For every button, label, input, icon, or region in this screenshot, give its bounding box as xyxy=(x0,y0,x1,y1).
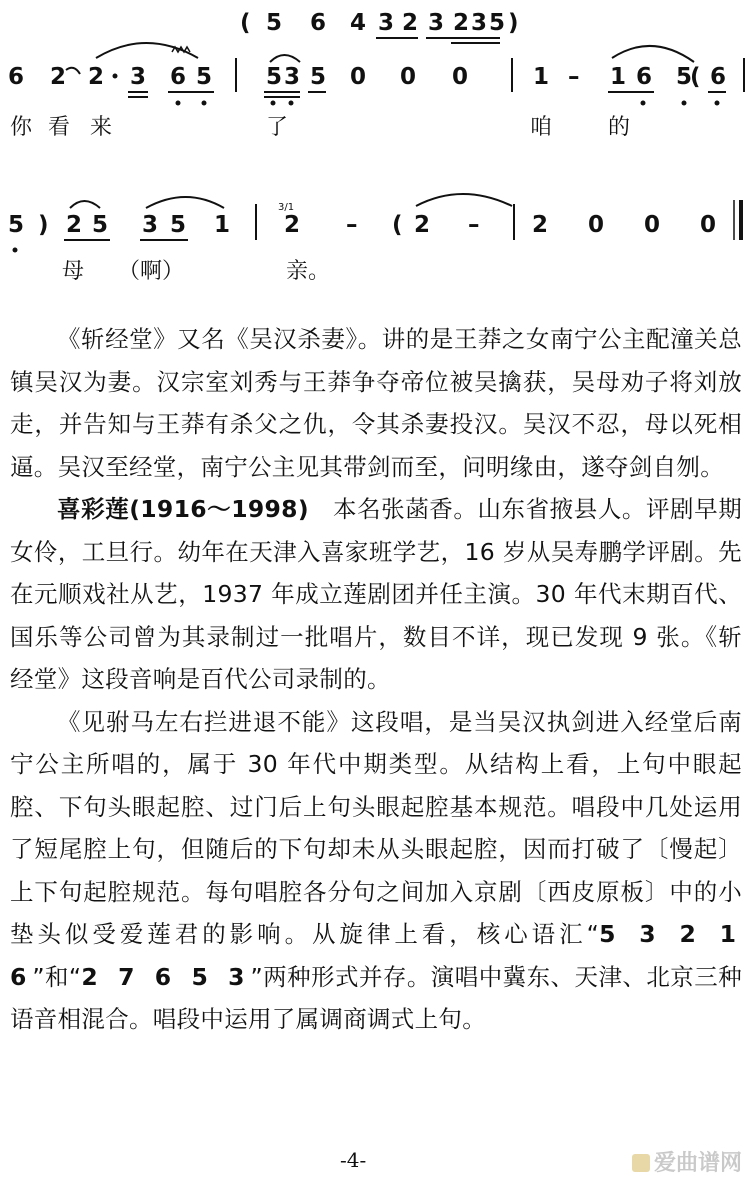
watermark-logo-icon xyxy=(632,1154,650,1172)
watermark-text: 爱曲谱网 xyxy=(653,1151,742,1176)
analysis-text-b: ”和“ xyxy=(32,962,82,991)
score-note: 3 xyxy=(142,212,159,238)
jianpu-motif-2: 2 7 6 5 3 xyxy=(81,962,251,991)
performer-name: 喜彩莲(1916～1998) xyxy=(57,495,309,523)
lyric: 来 xyxy=(90,115,113,140)
analysis-text-c: ”两种形式并存。演唱中冀东、天津、北京三种语音相混合。唱段中运用了属调商调式上句。 xyxy=(10,962,743,1033)
score-note: 5 xyxy=(676,64,693,90)
score-svg xyxy=(0,0,750,300)
score-note: 2 xyxy=(88,64,105,90)
paragraph-synopsis: 《斩经堂》又名《吴汉杀妻》。讲的是王莽之女南宁公主配潼关总镇吴汉为妻。汉宗室刘秀与王莽争夺帝位被吴擒获，吴母劝子将刘放走，并告知与王莽有杀父之仇，令其杀妻投汉。吴汉不忍，母以死相逼。吴汉至经堂，南宁公主见其带剑而至，问明缘由，遂夺剑自刎。 xyxy=(10,325,742,481)
score-upper-paren-close: ) xyxy=(508,10,519,36)
lyric: 咱 xyxy=(530,115,553,140)
score-note: – xyxy=(346,212,358,238)
score-note: 2 xyxy=(532,212,549,238)
score-note: 3 xyxy=(284,64,301,90)
page-footer xyxy=(0,1146,750,1176)
score-note: 1 xyxy=(610,64,627,90)
score-note: 5 xyxy=(92,212,109,238)
score-note: 1 xyxy=(214,212,231,238)
score-upper-note: 4 xyxy=(350,10,367,36)
body-text xyxy=(10,318,742,1041)
lyric: 亲。 xyxy=(286,259,331,284)
score-upper-note: 5 xyxy=(489,10,506,36)
lyric: 母 xyxy=(62,259,85,284)
score-note: 5 xyxy=(266,64,283,90)
score-note: 0 xyxy=(644,212,661,238)
score-note: 1 xyxy=(533,64,550,90)
score-upper-note: 2 xyxy=(453,10,470,36)
score-note: 5 xyxy=(8,212,25,238)
score-note: 3 xyxy=(130,64,147,90)
score-note: 2 xyxy=(50,64,67,90)
score-note: 2 xyxy=(414,212,431,238)
score-note: 5 xyxy=(170,212,187,238)
score-note: – xyxy=(568,64,580,90)
score-note: 0 xyxy=(350,64,367,90)
score-upper-note: 6 xyxy=(310,10,327,36)
score-paren: ( xyxy=(392,212,403,238)
score-upper-note: 3 xyxy=(471,10,488,36)
score-note: 5 xyxy=(310,64,327,90)
score-upper-note: 2 xyxy=(402,10,419,36)
numbered-score xyxy=(0,0,750,300)
lyric: （啊） xyxy=(118,259,185,284)
score-note: 2 xyxy=(284,212,301,238)
score-note: – xyxy=(468,212,480,238)
jianpu-motif-1: 5 3 2 1 6 xyxy=(10,920,742,991)
score-note: 0 xyxy=(452,64,469,90)
score-note: 5 xyxy=(196,64,213,90)
score-note: 6 xyxy=(170,64,187,90)
score-note: 6 xyxy=(636,64,653,90)
watermark xyxy=(632,1146,742,1177)
score-upper-note: 3 xyxy=(378,10,395,36)
score-paren: ) xyxy=(38,212,49,238)
score-note: 0 xyxy=(400,64,417,90)
score-upper-note: 5 xyxy=(266,10,283,36)
score-note: 2 xyxy=(66,212,83,238)
page-number: -4- xyxy=(340,1148,367,1172)
paragraph-biography xyxy=(10,488,742,701)
lyric: 了 xyxy=(266,115,289,140)
score-paren: ( xyxy=(690,64,701,90)
analysis-text-a: 《见驸马左右拦进退不能》这段唱，是当吴汉执剑进入经堂后南宁公主所唱的，属于 30 年代中期类型。从结构上看，上句中眼起腔、下句头眼起腔、过门后上句头眼起腔基本规范。唱段中几处运用了短尾腔上句，但随后的下句却未从头眼起腔，因而打破了〔慢起〕上下句起腔规范。每句唱腔各分句之间加入京剧〔西皮原板〕中的小垫头似受爱莲君的影响。从旋律上看，核心语汇“ xyxy=(10,707,742,948)
grace-note: 3/1 xyxy=(278,202,295,213)
lyric: 你 xyxy=(10,115,33,140)
score-note: 6 xyxy=(8,64,25,90)
score-note: 0 xyxy=(588,212,605,238)
paragraph-analysis xyxy=(10,701,742,1041)
score-upper-paren-open: ( xyxy=(240,10,251,36)
biography-text: 本名张菡香。山东省掖县人。评剧早期女伶，工旦行。幼年在天津入喜家班学艺，16 岁从吴寿鹏学评剧。先在元顺戏社从艺，1937 年成立莲剧团并任主演。30 年代末期百代、国乐等公司曾为其录制过一批唱片，数目不详，现已发现 9 张。《斩经堂》这段音响是百代公司录制的。 xyxy=(10,495,743,693)
score-upper-note: 3 xyxy=(428,10,445,36)
score-note: 0 xyxy=(700,212,717,238)
score-note: 6 xyxy=(710,64,727,90)
lyric: 看 xyxy=(48,115,71,140)
lyric: 的 xyxy=(608,115,631,140)
